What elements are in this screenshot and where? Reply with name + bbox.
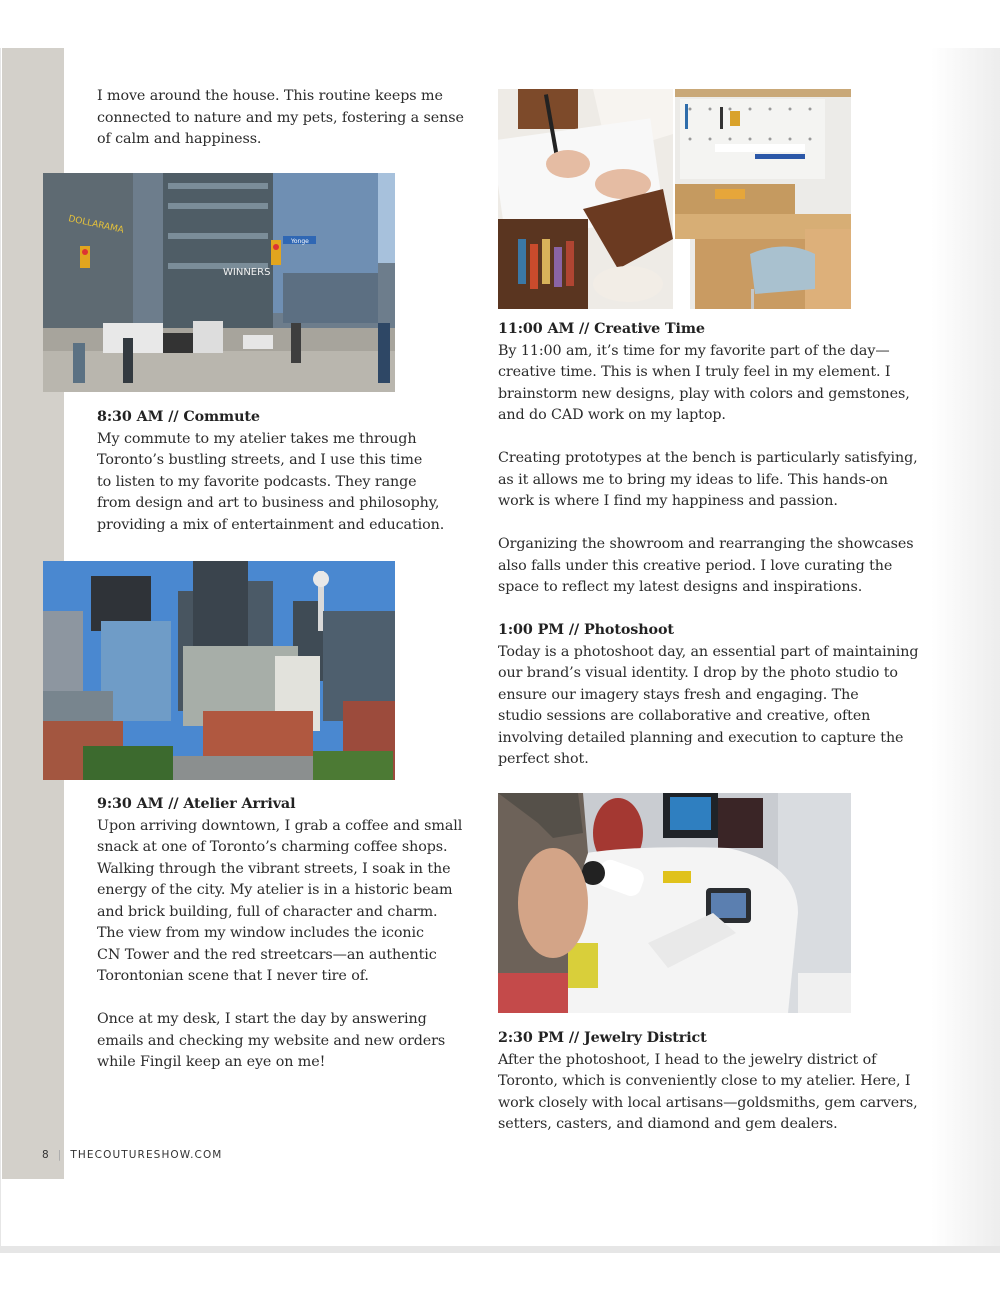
- text-line: while Fingil keep an eye on me!: [97, 1054, 326, 1070]
- text-line: Creating prototypes at the bench is particularly satisfying,: [498, 450, 918, 466]
- text-line: of calm and happiness.: [97, 131, 262, 147]
- footer-divider: |: [57, 1149, 63, 1161]
- photo-toronto-skyline: [43, 561, 395, 780]
- page-shadow: [0, 1246, 1000, 1253]
- text-line: perfect shot.: [498, 751, 589, 767]
- text-line: space to reflect my latest designs and inspirations.: [498, 579, 863, 595]
- text-line: creative time. This is when I truly feel in my element. I: [498, 364, 891, 380]
- text-line: to listen to my favorite podcasts. They range: [97, 473, 417, 490]
- photo-laser-welder: [498, 793, 851, 1013]
- section-heading: 8:30 AM // Commute: [97, 409, 260, 425]
- text-line: Toronto’s bustling streets, and I use this time: [97, 452, 423, 468]
- text-line: CN Tower and the red streetcars—an authentic: [97, 946, 437, 963]
- text-line: involving detailed planning and execution to capture the: [498, 729, 904, 746]
- atelier-arrival-section: [97, 794, 477, 1074]
- text-line: setters, casters, and diamond and gem dealers.: [498, 1116, 838, 1132]
- sign-winners: WINNERS: [223, 267, 271, 278]
- section-heading: 2:30 PM // Jewelry District: [498, 1030, 707, 1046]
- text-line: brainstorm new designs, play with colors and gemstones,: [498, 385, 910, 402]
- text-line: By 11:00 am, it’s time for my favorite part of the day—: [498, 342, 890, 359]
- jewelry-district-section: [498, 1028, 938, 1136]
- text-line: Toronto, which is conveniently close to my atelier. Here, I: [498, 1073, 911, 1089]
- text-line: I move around the house. This routine keeps me: [97, 88, 443, 104]
- text-line: connected to nature and my pets, fostering a sense: [97, 109, 464, 126]
- text-line: Walking through the vibrant streets, I soak in the: [97, 860, 451, 877]
- text-line: The view from my window includes the iconic: [97, 925, 424, 941]
- text-line: work closely with local artisans—goldsmiths, gem carvers,: [498, 1094, 918, 1111]
- text-line: My commute to my atelier takes me through: [97, 430, 417, 447]
- commute-section: [97, 407, 477, 536]
- text-line: Today is a photoshoot day, an essential part of maintaining: [498, 643, 919, 660]
- text-line: providing a mix of entertainment and education.: [97, 516, 445, 533]
- text-line: After the photoshoot, I head to the jewelry district of: [498, 1051, 877, 1068]
- page-footer: [42, 1149, 222, 1161]
- text-line: Organizing the showroom and rearranging the showcases: [498, 536, 914, 552]
- text-line: our brand’s visual identity. I drop by the photo studio to: [498, 665, 898, 681]
- text-line: studio sessions are collaborative and creative, often: [498, 708, 871, 724]
- text-line: also falls under this creative period. I love curating the: [498, 557, 893, 574]
- site-url[interactable]: THECOUTURESHOW.COM: [70, 1149, 223, 1161]
- section-heading: 1:00 PM // Photoshoot: [498, 622, 674, 638]
- text-line: Torontonian scene that I never tire of.: [97, 968, 369, 984]
- photo-jewelry-bench: [675, 89, 851, 309]
- text-line: and do CAD work on my laptop.: [498, 407, 726, 423]
- sign-dollarama: DOLLARAMA: [67, 214, 125, 236]
- text-line: Once at my desk, I start the day by answering: [97, 1011, 427, 1027]
- creative-time-section: [498, 319, 938, 771]
- sign-yonge: Yonge: [291, 238, 309, 245]
- page-number: 8: [42, 1149, 50, 1161]
- photo-yonge-street: [43, 173, 395, 392]
- text-line: work is where I find my happiness and passion.: [498, 493, 838, 509]
- text-line: emails and checking my website and new orders: [97, 1032, 446, 1049]
- intro-paragraph: [97, 86, 477, 151]
- text-line: energy of the city. My atelier is in a historic beam: [97, 882, 453, 898]
- text-line: from design and art to business and philosophy,: [97, 495, 440, 511]
- section-heading: 11:00 AM // Creative Time: [498, 321, 705, 337]
- text-line: ensure our imagery stays fresh and engaging. The: [498, 686, 859, 703]
- text-line: as it allows me to bring my ideas to life. This hands-on: [498, 471, 888, 488]
- text-line: and brick building, full of character and charm.: [97, 903, 438, 920]
- text-line: snack at one of Toronto’s charming coffee shops.: [97, 839, 448, 855]
- photo-sketching-desk: [498, 89, 673, 309]
- section-heading: 9:30 AM // Atelier Arrival: [97, 796, 296, 812]
- text-line: Upon arriving downtown, I grab a coffee and small: [97, 817, 463, 834]
